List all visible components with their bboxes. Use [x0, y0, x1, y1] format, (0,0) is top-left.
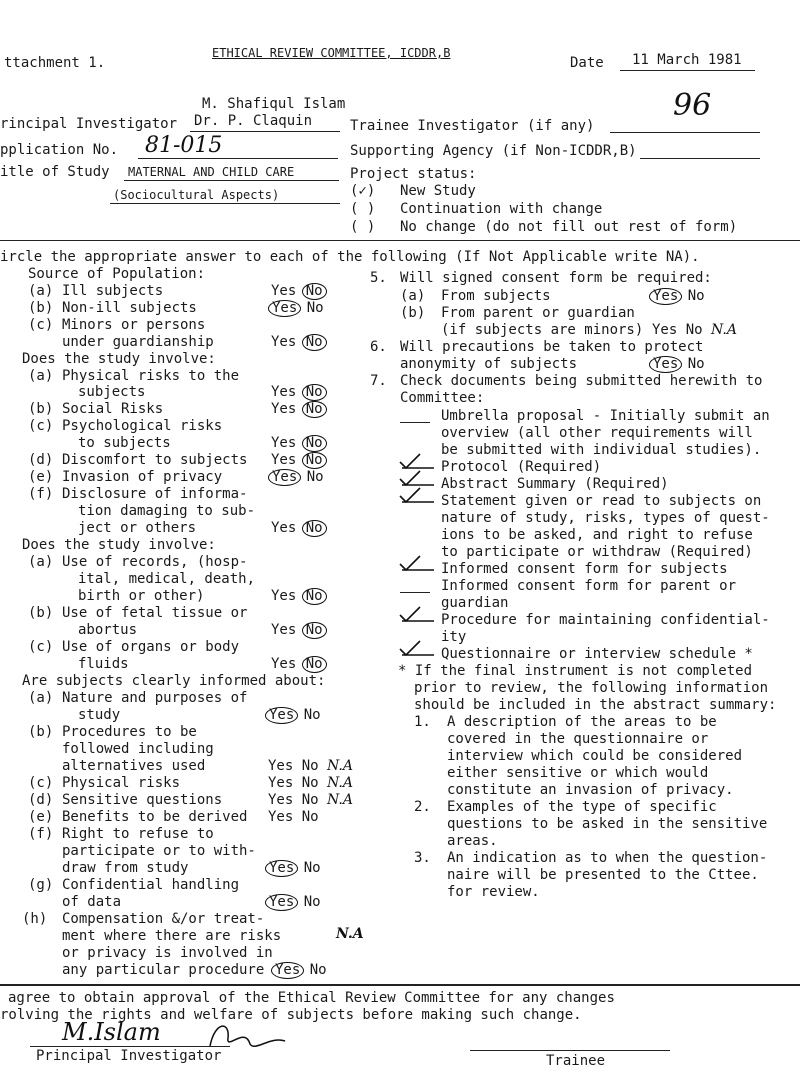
q3b-no-circled[interactable]: No [302, 622, 327, 639]
supporting-underline [640, 158, 760, 159]
q4a-key: (a) [28, 690, 54, 706]
q4b-key: (b) [28, 724, 54, 740]
q4d-na: N.A [327, 792, 353, 808]
q1b-text: Non-ill subjects [62, 300, 197, 316]
q2d-key: (d) [28, 452, 54, 468]
footnote-line-2: should be included in the abstract summary: [414, 697, 777, 713]
q5b-text-2: (if subjects are minors) [441, 322, 644, 338]
pi-sign-line[interactable] [30, 1046, 230, 1047]
q4f-yes-circled[interactable]: Yes [265, 860, 298, 877]
q2a-text: Physical risks to the [62, 368, 240, 384]
q1c-answer [271, 334, 324, 351]
list-3-line-0: An indication as to when the question- [447, 850, 768, 866]
check-icon[interactable] [398, 552, 438, 572]
q4a-answer [268, 707, 321, 724]
q2b-answer [271, 401, 324, 418]
list-2-line-2: areas. [447, 833, 498, 849]
study-title-underline-1 [124, 180, 339, 181]
q1b-no[interactable]: No [306, 300, 324, 316]
q3c-text: Use of organs or body [62, 639, 240, 655]
status-no-change: No change (do not fill out rest of form) [400, 219, 738, 235]
q4f-answer [268, 860, 321, 877]
list-1-line-3: either sensitive or which would [447, 765, 709, 781]
q4h-text-2: ment where there are risks [62, 928, 282, 944]
q4c-no[interactable]: No [301, 775, 319, 791]
q7-text-2: Committee: [400, 390, 485, 406]
q3b-answer [271, 622, 324, 639]
doc-blank-parent-consent[interactable] [400, 592, 430, 593]
q5b-yes[interactable]: Yes [652, 322, 678, 338]
q4d-answer [268, 792, 353, 808]
q2b-no-circled[interactable]: No [302, 401, 327, 418]
application-label: pplication No. [0, 142, 119, 158]
q4h-text-4: any particular procedure [62, 962, 265, 978]
q4e-yes[interactable]: Yes [268, 809, 294, 825]
q4f-key: (f) [28, 826, 54, 842]
list-1-num: 1. [414, 714, 431, 730]
q2c-text: Psychological risks [62, 418, 223, 434]
q5b-answer [652, 322, 737, 338]
q2c-no-circled[interactable]: No [302, 435, 327, 452]
q2e-answer [271, 469, 324, 486]
q2d-answer [271, 452, 324, 469]
q4c-key: (c) [28, 775, 54, 791]
q2e-key: (e) [28, 469, 54, 485]
q4f-no[interactable]: No [303, 860, 321, 876]
q6-no[interactable]: No [687, 356, 705, 372]
q4c-answer [268, 775, 353, 791]
q4b-text-3: alternatives used [62, 758, 206, 774]
pi-signature: M.Islam [62, 1018, 161, 1046]
pi-name-2: Dr. P. Claquin [194, 113, 313, 129]
q3c-no-circled[interactable]: No [302, 656, 327, 673]
q3b-text-2: abortus [78, 622, 138, 638]
list-2-line-0: Examples of the type of specific [447, 799, 717, 815]
check-icon[interactable] [398, 603, 438, 623]
q4e-no[interactable]: No [301, 809, 319, 825]
doc-line-1: overview (all other requirements will [441, 425, 753, 441]
q2d-no-circled[interactable]: No [302, 452, 327, 469]
committee-title: ETHICAL REVIEW COMMITTEE, ICDDR,B [212, 46, 451, 60]
q4g-text-2: of data [62, 894, 122, 910]
q3a-yes[interactable]: Yes [271, 588, 297, 604]
q2c-key: (c) [28, 418, 54, 434]
agreement-line-2: rolving the rights and welfare of subjects before making such change. [0, 1007, 582, 1023]
q4c-yes[interactable]: Yes [268, 775, 294, 791]
doc-blank-umbrella[interactable] [400, 422, 430, 423]
list-1-line-4: constitute an invasion of privacy. [447, 782, 734, 798]
doc-line-11: guardian [441, 595, 509, 611]
q5a-yes-circled[interactable]: Yes [649, 288, 682, 305]
status-box-new[interactable]: (✓) [350, 183, 376, 199]
date-value: 11 March 1981 [632, 52, 742, 68]
q4d-no[interactable]: No [301, 792, 319, 808]
q1b-yes-circled[interactable]: Yes [268, 300, 301, 317]
q2f-text-3: ject or others [78, 520, 197, 536]
attachment-label: ttachment 1. [4, 55, 106, 71]
q4h-text-3: or privacy is involved in [62, 945, 273, 961]
trainee-label: Trainee Investigator (if any) [350, 118, 595, 134]
q6-text: Will precautions be taken to protect [400, 339, 704, 355]
q4g-yes-circled[interactable]: Yes [265, 894, 298, 911]
q1b-key: (b) [28, 300, 54, 316]
pi-label: rincipal Investigator [0, 116, 178, 132]
q2a-key: (a) [28, 368, 54, 384]
q1b-answer [271, 300, 324, 317]
study-title-1: MATERNAL AND CHILD CARE [128, 165, 295, 179]
q2f-text-2: tion damaging to sub- [78, 503, 256, 519]
date-label: Date [570, 55, 604, 71]
q4h-na: N.A [336, 926, 364, 942]
list-2-line-1: questions to be asked in the sensitive [447, 816, 768, 832]
q4a-text-2: study [78, 707, 121, 723]
doc-line-3: Protocol (Required) [441, 459, 602, 475]
q2f-answer [271, 520, 324, 537]
q3a-text-3: birth or other) [78, 588, 205, 604]
status-new-study: New Study [400, 183, 476, 199]
q3b-key: (b) [28, 605, 54, 621]
q1a-yes[interactable]: Yes [271, 283, 297, 299]
q4h-key: (h) [22, 911, 48, 927]
application-underline [138, 158, 338, 159]
q3c-yes[interactable]: Yes [271, 656, 297, 672]
q1a-key: (a) [28, 283, 54, 299]
handwritten-number: 96 [673, 88, 712, 123]
q4e-text: Benefits to be derived [62, 809, 248, 825]
q2b-text: Social Risks [62, 401, 164, 417]
q5a-no[interactable]: No [687, 288, 705, 304]
q4d-key: (d) [28, 792, 54, 808]
q4e-answer [268, 809, 319, 825]
q2b-yes[interactable]: Yes [271, 401, 297, 417]
study-title-label: itle of Study [0, 164, 110, 180]
q3a-answer [271, 588, 324, 605]
q4c-na: N.A [327, 775, 353, 791]
q6-text-2: anonymity of subjects [400, 356, 578, 372]
q4b-no[interactable]: No [301, 758, 319, 774]
q3a-text: Use of records, (hosp- [62, 554, 248, 570]
q4f-text-3: draw from study [62, 860, 189, 876]
doc-line-5: Statement given or read to subjects on [441, 493, 762, 509]
q4b-na: N.A [327, 758, 353, 774]
doc-line-8: to participate or withdraw (Required) [441, 544, 753, 560]
q4-title: Are subjects clearly informed about: [22, 673, 326, 689]
q2f-no-circled[interactable]: No [302, 520, 327, 537]
q4a-no[interactable]: No [303, 707, 321, 723]
trainee-underline [610, 132, 760, 133]
q5-num: 5. [370, 270, 387, 286]
q1c-no-circled[interactable]: No [302, 334, 327, 351]
list-2-num: 2. [414, 799, 431, 815]
doc-line-2: be submitted with individual studies). [441, 442, 762, 458]
q1c-yes[interactable]: Yes [271, 334, 297, 350]
q4b-answer [268, 758, 353, 774]
q4b-yes[interactable]: Yes [268, 758, 294, 774]
q4g-no[interactable]: No [303, 894, 321, 910]
q4f-text-2: participate or to with- [62, 843, 256, 859]
status-box-nochange[interactable]: ( ) [350, 219, 376, 235]
q3c-text-2: fluids [78, 656, 129, 672]
date-underline [620, 70, 755, 71]
pi-sign-label: Principal Investigator [36, 1048, 222, 1064]
q3-title: Does the study involve: [22, 537, 216, 553]
q2e-yes-circled[interactable]: Yes [268, 469, 301, 486]
q5b-key: (b) [400, 305, 426, 321]
q2a-no-circled[interactable]: No [302, 384, 327, 401]
q7-num: 7. [370, 373, 387, 389]
q3a-key: (a) [28, 554, 54, 570]
pi-name-1: M. Shafiqul Islam [202, 96, 346, 112]
q4h-text: Compensation &/or treat- [62, 911, 265, 927]
agreement-line-1: agree to obtain approval of the Ethical Review Committee for any changes [8, 990, 615, 1006]
q3c-answer [271, 656, 324, 673]
study-title-underline-2 [110, 203, 340, 204]
doc-line-13: ity [441, 629, 467, 645]
q4h-answer [274, 962, 327, 979]
q3b-yes[interactable]: Yes [271, 622, 297, 638]
q6-yes-circled[interactable]: Yes [649, 356, 682, 373]
doc-line-0: Umbrella proposal - Initially submit an [441, 408, 770, 424]
trainee-sign-line[interactable] [470, 1050, 670, 1051]
q4d-yes[interactable]: Yes [268, 792, 294, 808]
check-icon[interactable] [398, 637, 438, 657]
q5b-na: N.A [711, 322, 737, 338]
list-1-line-1: covered in the questionnaire or [447, 731, 709, 747]
q2e-text: Invasion of privacy [62, 469, 223, 485]
q5a-answer [652, 288, 705, 305]
q2-title: Does the study involve: [22, 351, 216, 367]
q2c-yes[interactable]: Yes [271, 435, 297, 451]
q1a-answer [271, 283, 324, 300]
doc-line-10: Informed consent form for parent or [441, 578, 737, 594]
q1c-text-2: under guardianship [62, 334, 214, 350]
q4h-no[interactable]: No [309, 962, 327, 978]
list-1-line-2: interview which could be considered [447, 748, 743, 764]
trainee-sign-label: Trainee [546, 1053, 606, 1069]
q4f-text: Right to refuse to [62, 826, 214, 842]
q4a-text: Nature and purposes of [62, 690, 248, 706]
check-icon[interactable] [398, 484, 438, 504]
q5-title: Will signed consent form be required: [400, 270, 712, 286]
q4h-yes-circled[interactable]: Yes [271, 962, 304, 979]
q1c-key: (c) [28, 317, 54, 333]
q1-title: Source of Population: [28, 266, 206, 282]
q4g-answer [268, 894, 321, 911]
q2a-answer [271, 384, 324, 401]
list-3-line-2: for review. [447, 884, 540, 900]
q5b-text: From parent or guardian [441, 305, 635, 321]
q7-text: Check documents being submitted herewith to [400, 373, 763, 389]
status-box-continuation[interactable]: ( ) [350, 201, 376, 217]
list-3-line-1: naire will be presented to the Cttee. [447, 867, 759, 883]
q3b-text: Use of fetal tissue or [62, 605, 248, 621]
doc-line-12: Procedure for maintaining confidential- [441, 612, 770, 628]
q2c-text-2: to subjects [78, 435, 171, 451]
q3a-text-2: ital, medical, death, [78, 571, 256, 587]
doc-line-7: ions to be asked, and right to refuse [441, 527, 753, 543]
q2f-yes[interactable]: Yes [271, 520, 297, 536]
q4b-text: Procedures to be [62, 724, 197, 740]
q4c-text: Physical risks [62, 775, 181, 791]
footnote-line-1: prior to review, the following information [414, 680, 769, 696]
q2f-text: Disclosure of informa- [62, 486, 248, 502]
supporting-agency-label: Supporting Agency (if Non-ICDDR,B) [350, 143, 637, 159]
pi-underline [190, 131, 340, 132]
q4g-key: (g) [28, 877, 54, 893]
q2c-answer [271, 435, 324, 452]
doc-line-9: Informed consent form for subjects [441, 561, 728, 577]
section-divider [0, 240, 800, 241]
q4a-yes-circled[interactable]: Yes [265, 707, 298, 724]
application-number: 81-015 [145, 133, 223, 158]
q1c-text: Minors or persons [62, 317, 206, 333]
q5a-text: From subjects [441, 288, 551, 304]
doc-line-6: nature of study, risks, types of quest- [441, 510, 770, 526]
q4d-text: Sensitive questions [62, 792, 223, 808]
q2d-yes[interactable]: Yes [271, 452, 297, 468]
footer-divider [0, 984, 800, 986]
doc-line-4: Abstract Summary (Required) [441, 476, 669, 492]
study-title-2: (Sociocultural Aspects) [113, 188, 280, 202]
q2e-no[interactable]: No [306, 469, 324, 485]
q2a-yes[interactable]: Yes [271, 384, 297, 400]
q4b-text-2: followed including [62, 741, 214, 757]
footnote-line-0: * If the final instrument is not completed [398, 663, 753, 679]
q2d-text: Discomfort to subjects [62, 452, 248, 468]
project-status-label: Project status: [350, 166, 477, 182]
q6-answer [652, 356, 705, 373]
instruction-text: ircle the appropriate answer to each of the following (If Not Applicable write NA). [0, 249, 700, 265]
q1a-text: Ill subjects [62, 283, 164, 299]
q3a-no-circled[interactable]: No [302, 588, 327, 605]
q4g-text: Confidential handling [62, 877, 240, 893]
q6-num: 6. [370, 339, 387, 355]
q1a-no-circled[interactable]: No [302, 283, 327, 300]
q4e-key: (e) [28, 809, 54, 825]
list-3-num: 3. [414, 850, 431, 866]
q5a-key: (a) [400, 288, 426, 304]
q2a-text-2: subjects [78, 384, 146, 400]
list-1-line-0: A description of the areas to be [447, 714, 717, 730]
q2b-key: (b) [28, 401, 54, 417]
status-continuation: Continuation with change [400, 201, 603, 217]
doc-line-14: Questionnaire or interview schedule * [441, 646, 753, 662]
q3c-key: (c) [28, 639, 54, 655]
q2f-key: (f) [28, 486, 54, 502]
q5b-no[interactable]: No [685, 322, 703, 338]
